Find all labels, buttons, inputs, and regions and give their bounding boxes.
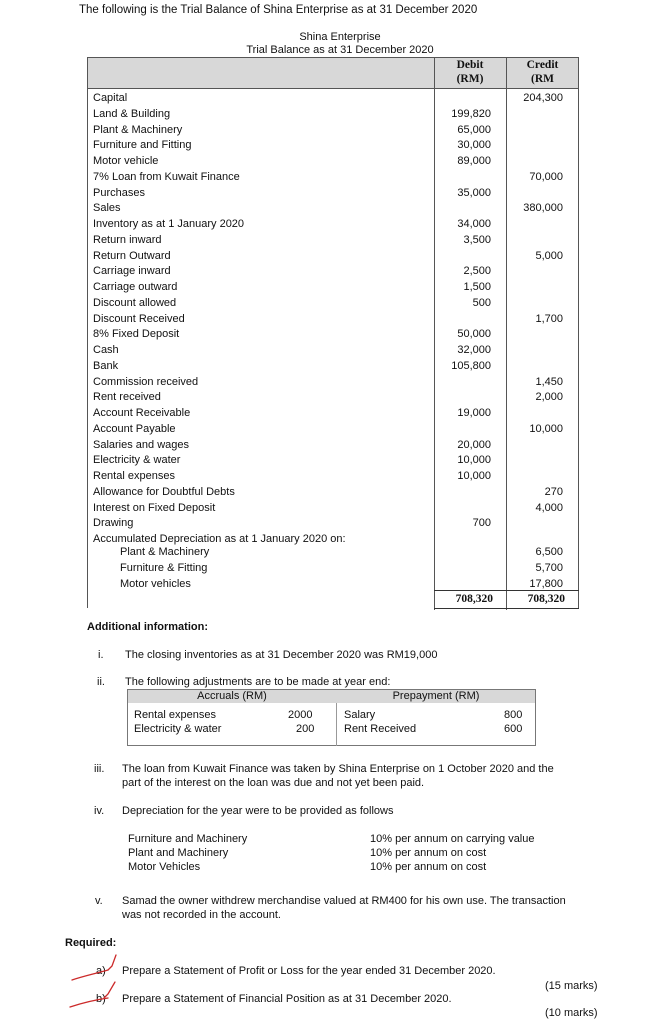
check-mark-b (104, 982, 115, 998)
debit-value: 199,820 (451, 107, 491, 120)
depreciation-credit-value: 17,800 (529, 578, 563, 590)
item-2-text: The following adjustments are to be made at year end: (125, 676, 391, 688)
item-1-text: The closing inventories as at 31 December 2020 was RM19,000 (125, 649, 438, 661)
accruals-header: Accruals (RM) (197, 690, 267, 702)
row-label: Motor vehicle (93, 155, 159, 167)
row-label: Purchases (93, 186, 145, 199)
credit-column-divider (506, 57, 507, 610)
required-a-marks: (15 marks) (545, 980, 598, 992)
company-name: Shina Enterprise (299, 31, 381, 43)
row-label: Carriage outward (93, 281, 178, 293)
credit-value: 5,000 (535, 249, 563, 262)
accrual-value: 2000 (288, 709, 313, 721)
prepayment-label: Rent Received (344, 723, 417, 735)
required-b-text: Prepare a Statement of Financial Position as at 31 December 2020. (122, 993, 452, 1005)
total-line-bottom (434, 608, 579, 609)
accrual-value: 200 (296, 723, 315, 735)
row-label: Cash (93, 344, 119, 356)
depreciation-rate: 10% per annum on cost (370, 861, 487, 873)
credit-value: 10,000 (529, 422, 563, 435)
depreciation-credit-value: 6,500 (535, 546, 563, 558)
debit-header: Debit (456, 59, 484, 71)
debit-value: 105,800 (451, 359, 491, 372)
pen-stroke-b (70, 998, 108, 1007)
required-a-mark: a) (96, 965, 106, 977)
row-label: Carriage inward (93, 265, 171, 278)
debit-value: 34,000 (457, 218, 491, 230)
row-label: Drawing (93, 517, 134, 530)
prepayment-label: Salary (344, 709, 376, 721)
row-label: 8% Fixed Deposit (93, 328, 180, 341)
debit-unit: (RM) (456, 73, 484, 85)
item-3-line2: part of the interest on the loan was due and not yet been paid. (122, 777, 425, 789)
row-label: Sales (93, 202, 121, 215)
item-5-line1: Samad the owner withdrew merchandise valued at RM400 for his own use. The transaction (122, 895, 566, 907)
credit-value: 1,450 (535, 375, 563, 388)
trial-balance-title: Trial Balance as at 31 December 2020 (246, 44, 434, 56)
credit-value: 4,000 (535, 501, 563, 514)
item-5-line2: was not recorded in the account. (122, 909, 281, 921)
depreciation-asset: Furniture and Machinery (128, 833, 248, 845)
required-b-mark: b) (96, 993, 106, 1005)
accrual-label: Rental expenses (134, 709, 216, 721)
prepayment-value: 800 (504, 709, 523, 721)
row-label: Bank (93, 359, 119, 372)
item-5-number: v. (95, 895, 103, 907)
credit-value: 70,000 (529, 170, 563, 183)
item-3-number: iii. (94, 763, 105, 775)
prepayment-value: 600 (504, 723, 523, 735)
credit-header: Credit (526, 59, 559, 71)
row-label: Discount allowed (93, 296, 177, 309)
row-label: Inventory as at 1 January 2020 (93, 218, 245, 230)
row-label: Capital (93, 92, 128, 104)
row-label: Return inward (93, 233, 162, 246)
credit-value: 270 (544, 485, 563, 498)
debit-value: 500 (472, 296, 491, 309)
credit-value: 2,000 (535, 391, 563, 404)
depreciation-asset: Motor Vehicles (128, 861, 201, 873)
row-label: Interest on Fixed Deposit (93, 501, 216, 514)
required-b-marks: (10 marks) (545, 1007, 598, 1019)
debit-value: 10,000 (457, 454, 491, 467)
debit-value: 89,000 (457, 155, 491, 167)
total-debit: 708,320 (455, 593, 493, 605)
intro-text: The following is the Trial Balance of Shina Enterprise as at 31 December 2020 (79, 4, 478, 16)
item-2-number: ii. (97, 676, 105, 688)
row-label: Discount Received (93, 312, 185, 325)
row-label: Account Payable (93, 422, 176, 435)
debit-value: 19,000 (457, 407, 491, 419)
debit-value: 700 (472, 517, 491, 530)
prepayment-header: Prepayment (RM) (392, 690, 480, 702)
pen-annotation (60, 950, 130, 1010)
debit-value: 65,000 (457, 123, 491, 136)
row-label: 7% Loan from Kuwait Finance (93, 170, 240, 183)
required-a-text: Prepare a Statement of Profit or Loss for the year ended 31 December 2020. (122, 965, 496, 977)
debit-value: 20,000 (457, 438, 491, 451)
row-label: Electricity & water (93, 454, 181, 467)
item-3-line1: The loan from Kuwait Finance was taken by Shina Enterprise on 1 October 2020 and the (122, 763, 554, 775)
debit-value: 3,500 (463, 233, 491, 246)
row-label: Salaries and wages (93, 438, 190, 451)
total-line-top (434, 590, 579, 591)
required-title: Required: (65, 937, 117, 949)
depreciation-row-label: Furniture & Fitting (120, 562, 208, 574)
row-label: Account Receivable (93, 407, 191, 419)
check-mark-a (108, 955, 116, 970)
credit-unit: (RM (531, 73, 554, 85)
row-label: Commission received (93, 375, 199, 388)
debit-value: 30,000 (457, 139, 491, 152)
pen-stroke-a (72, 970, 108, 980)
credit-value: 1,700 (535, 312, 563, 325)
row-label: Furniture and Fitting (93, 139, 192, 152)
depreciation-rate: 10% per annum on cost (370, 847, 487, 859)
depreciation-rate: 10% per annum on carrying value (370, 833, 535, 845)
row-label: Accumulated Depreciation as at 1 January 2020 on: (93, 533, 346, 545)
depreciation-row-label: Motor vehicles (120, 578, 191, 590)
depreciation-asset: Plant and Machinery (128, 847, 229, 859)
depreciation-credit-value: 5,700 (535, 562, 563, 574)
debit-value: 50,000 (457, 328, 491, 341)
additional-info-title: Additional information: (87, 621, 208, 633)
row-label: Land & Building (93, 107, 171, 120)
credit-value: 380,000 (523, 202, 563, 215)
row-label: Allowance for Doubtful Debts (93, 485, 235, 498)
item-1-number: i. (98, 649, 104, 661)
debit-value: 2,500 (463, 265, 491, 278)
row-label: Plant & Machinery (93, 123, 183, 136)
item-4-number: iv. (94, 805, 105, 817)
row-label: Rent received (93, 391, 161, 404)
accrual-label: Electricity & water (134, 723, 222, 735)
row-label: Return Outward (93, 249, 171, 262)
debit-value: 35,000 (457, 186, 491, 199)
depreciation-row-label: Plant & Machinery (120, 546, 210, 558)
item-4-text: Depreciation for the year were to be provided as follows (122, 805, 394, 817)
debit-value: 32,000 (457, 344, 491, 356)
debit-value: 10,000 (457, 470, 491, 482)
row-label: Rental expenses (93, 470, 175, 482)
adjustments-divider (336, 703, 337, 746)
total-credit: 708,320 (527, 593, 565, 605)
credit-value: 204,300 (523, 92, 563, 104)
debit-value: 1,500 (463, 281, 491, 293)
